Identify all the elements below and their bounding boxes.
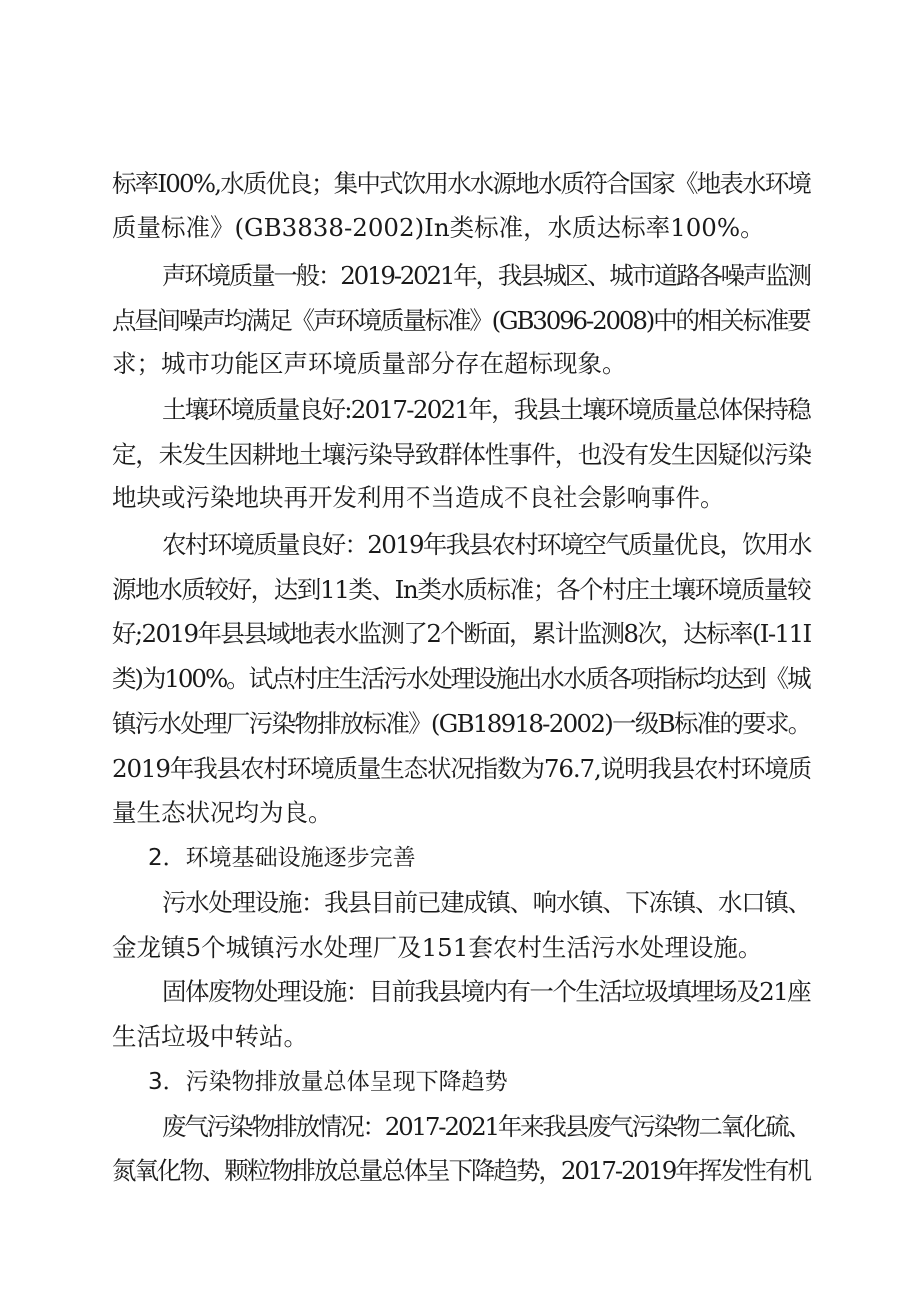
text-line: 质量标准》(GB3838-2002)In类标准，水质达标率100%。 xyxy=(112,213,765,242)
text-line: 定，未发生因耕地土壤污染导致群体性事件，也没有发生因疑似污染 xyxy=(112,440,811,469)
section-heading: 3．污染物排放量总体呈现下降趋势 xyxy=(148,1069,508,1095)
text-line: 污水处理设施：我县目前已建成镇、响水镇、下冻镇、水口镇、 xyxy=(162,888,811,917)
text-line: 农村环境质量良好：2019年我县农村环境空气质量优良，饮用水 xyxy=(162,530,811,559)
text-line: 源地水质较好，达到11类、In类水质标准；各个村庄土壤环境质量较 xyxy=(112,575,811,604)
text-line: 镇污水处理厂污染物排放标准》(GB18918-2002)一级B标准的要求。 xyxy=(112,709,811,738)
text-line: 标率I00%,水质优良；集中式饮用水水源地水质符合国家《地表水环境 xyxy=(112,169,811,198)
text-line: 金龙镇5个城镇污水处理厂及151套农村生活污水处理设施。 xyxy=(112,933,763,962)
text-line: 求；城市功能区声环境质量部分存在超标现象。 xyxy=(112,349,627,378)
text-line: 声环境质量一般：2019-2021年，我县城区、城市道路各噪声监测 xyxy=(162,261,810,290)
text-line: 废气污染物排放情况：2017-2021年来我县废气污染物二氧化硫、 xyxy=(162,1112,810,1141)
text-line: 好;2019年县县域地表水监测了2个断面，累计监测8次，达标率(I-11I xyxy=(112,619,811,648)
text-line: 固体废物处理设施：目前我县境内有一个生活垃圾填埋场及21座 xyxy=(162,977,811,1006)
section-heading: 2．环境基础设施逐步完善 xyxy=(148,845,416,871)
text-line: 地块或污染地块再开发利用不当造成不良社会影响事件。 xyxy=(112,483,725,512)
text-line: 氮氧化物、颗粒物排放总量总体呈下降趋势，2017-2019年挥发性有机 xyxy=(112,1156,810,1185)
text-line: 生活垃圾中转站。 xyxy=(112,1022,308,1051)
text-line: 类)为100%。试点村庄生活污水处理设施出水水质各项指标均达到《城 xyxy=(112,664,810,693)
text-line: 土壤环境质量良好:2017-2021年，我县土壤环境质量总体保持稳 xyxy=(162,395,811,424)
text-line: 2019年我县农村环境质量生态状况指数为76.7,说明我县农村环境质 xyxy=(112,754,812,783)
text-line: 点昼间噪声均满足《声环境质量标准》(GB3096-2008)中的相关标准要 xyxy=(112,306,810,335)
text-line: 量生态状况均为良。 xyxy=(112,798,333,827)
